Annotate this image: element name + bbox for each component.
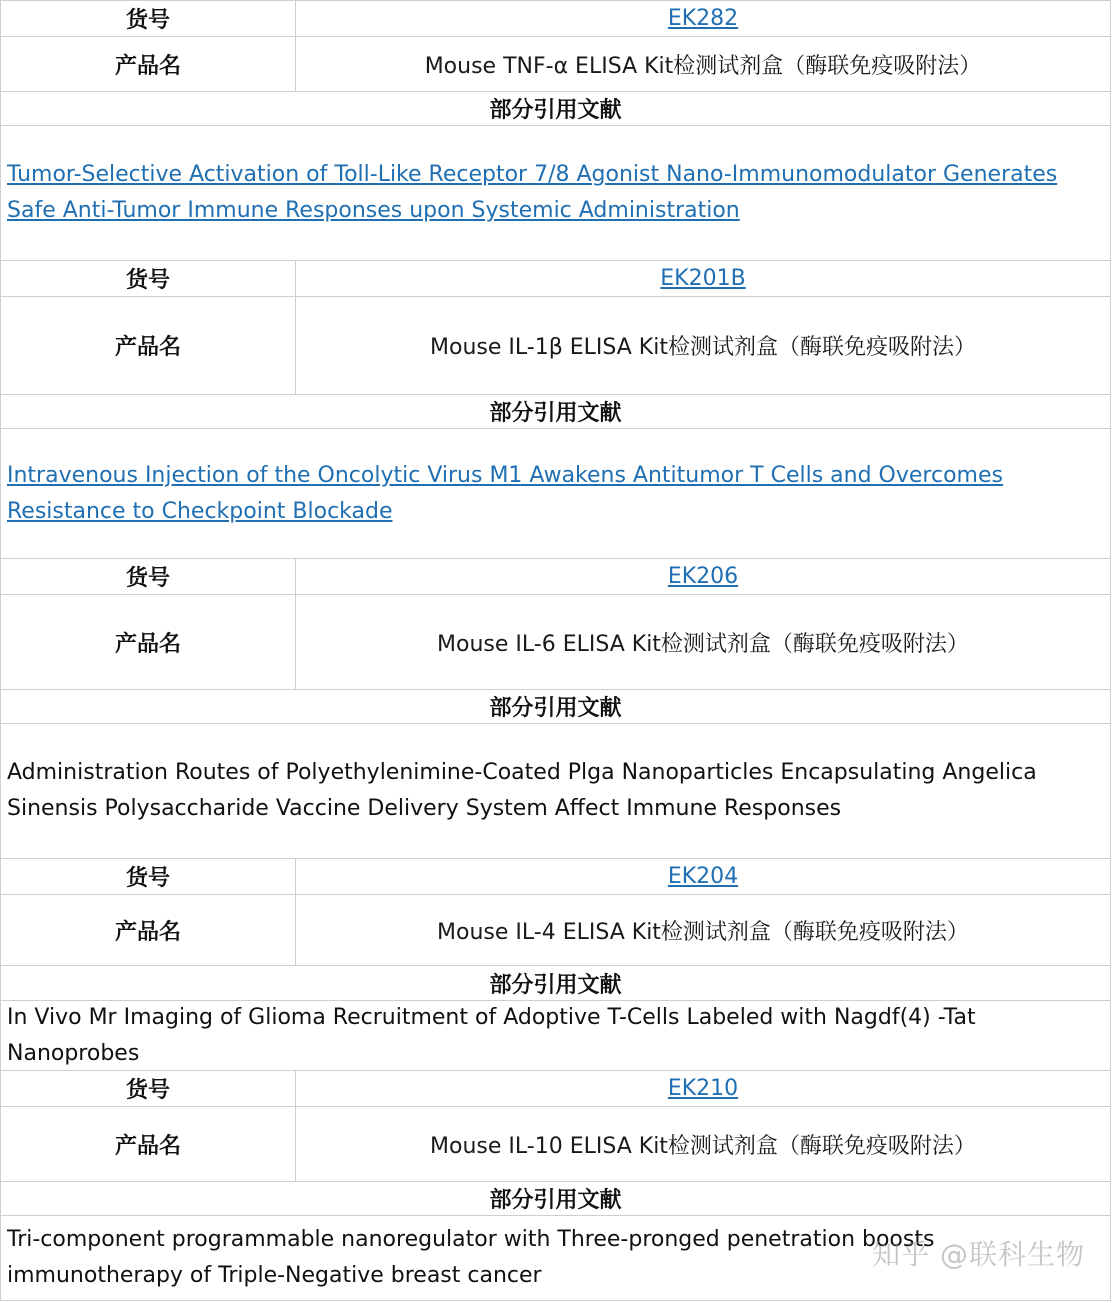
references-header: 部分引用文献 [0,91,1111,126]
catalog-label: 货号 [1,1071,296,1106]
catalog-label: 货号 [1,1,296,36]
catalog-row [0,260,1111,297]
product-name: Mouse TNF-α ELISA Kit检测试剂盒（酶联免疫吸附法） [424,53,982,79]
catalog-cell [296,859,1110,894]
product-name: Mouse IL-6 ELISA Kit检测试剂盒（酶联免疫吸附法） [437,631,969,657]
citation-text: Tri-component programmable nanoregulator with Three-pronged penetration boosts immunotherapy of Triple-Negative breast cancer [7,1227,935,1288]
citation-row [0,723,1111,859]
citation-text: Administration Routes of Polyethylenimine-Coated Plga Nanoparticles Encapsulating Angelica Sinensis Polysaccharide Vaccine Delivery System Affect Immune Responses [7,760,1037,821]
catalog-cell [296,559,1110,594]
catalog-cell [296,1071,1110,1106]
product-name: Mouse IL-10 ELISA Kit检测试剂盒（酶联免疫吸附法） [430,1133,976,1159]
citation-link[interactable]: Tumor-Selective Activation of Toll-Like Receptor 7/8 Agonist Nano-Immunomodulator Generates Safe Anti-Tumor Immune Responses upon Systemic Administration [7,162,1058,223]
catalog-label: 货号 [1,859,296,894]
product-row [0,894,1111,966]
product-name: Mouse IL-1β ELISA Kit检测试剂盒（酶联免疫吸附法） [430,335,976,360]
citation-text: In Vivo Mr Imaging of Glioma Recruitment of Adoptive T-Cells Labeled with Nagdf(4) -Tat Nanoprobes [7,1004,976,1066]
catalog-link[interactable]: EK282 [667,6,739,31]
citation-row [0,1000,1111,1071]
catalog-link[interactable]: EK206 [667,564,739,589]
catalog-cell [296,261,1110,296]
references-header: 部分引用文献 [0,689,1111,724]
catalog-cell [296,1,1110,36]
references-header: 部分引用文献 [0,1181,1111,1216]
product-row [0,1106,1111,1182]
catalog-label: 货号 [1,261,296,296]
catalog-link[interactable]: EK201B [660,266,746,291]
product-label: 产品名 [1,37,296,91]
citation-row [0,125,1111,261]
catalog-row [0,858,1111,895]
catalog-row [0,1070,1111,1107]
catalog-link[interactable]: EK204 [667,864,739,889]
product-name: Mouse IL-4 ELISA Kit检测试剂盒（酶联免疫吸附法） [437,919,969,945]
watermark: 知乎 @联科生物 [872,1238,1085,1271]
product-label: 产品名 [1,895,296,965]
product-row [0,296,1111,395]
references-header: 部分引用文献 [0,965,1111,1001]
citation-link[interactable]: Intravenous Injection of the Oncolytic Virus M1 Awakens Antitumor T Cells and Overcomes Resistance to Checkpoint Blockade [7,462,1003,524]
catalog-row [0,0,1111,37]
product-label: 产品名 [1,595,296,689]
product-label: 产品名 [1,1107,296,1181]
product-row [0,594,1111,690]
product-label: 产品名 [1,297,296,394]
catalog-link[interactable]: EK210 [667,1076,739,1101]
product-row [0,36,1111,92]
catalog-label: 货号 [1,559,296,594]
references-header: 部分引用文献 [0,394,1111,429]
catalog-row [0,558,1111,595]
citation-row [0,428,1111,559]
